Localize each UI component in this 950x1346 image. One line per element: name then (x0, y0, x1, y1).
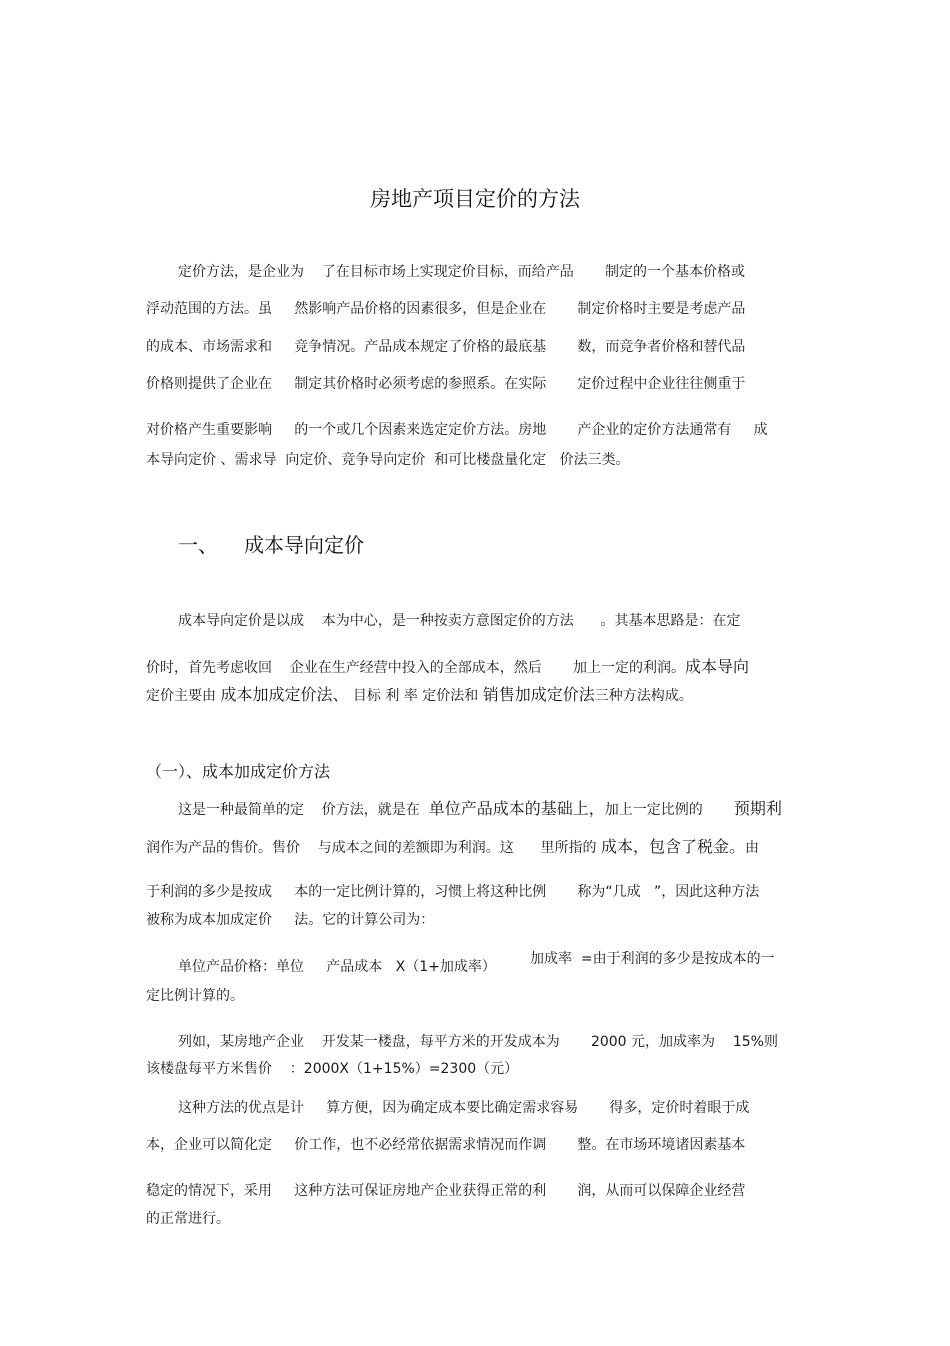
sub-line-2 (146, 838, 759, 857)
sub-line-1-b: 单位产品成本的基础上， (428, 799, 605, 818)
intro-line-1: 定价方法，是企业为 了在目标市场上实现定价目标，而给产品 制定的一个基本价格或 (178, 264, 745, 280)
section1-line-2-text: 价时，首先考虑收回 企业在生产经营中投入的全部成本，然后 加上一定的利润。 (146, 660, 685, 676)
section1-emph-2: 成本加成定价法、 (220, 685, 349, 704)
advantage-line-1: 这种方法的优点是计 算方便，因为确定成本要比确定需求容易 得多，定价时着眼于成 (178, 1100, 750, 1116)
section-heading (178, 532, 364, 558)
section1-line-2 (146, 658, 749, 677)
section1-emph-3: 销售加成定价法 (482, 685, 595, 704)
sub-line-1-d: 预期利 (733, 799, 782, 818)
section1-emph-1: 成本导向 (684, 657, 749, 676)
sub-line-4: 被称为成本加成定价 法。它的计算公司为： (146, 912, 435, 928)
formula-left: 单位产品价格：单位 产品成本 X（1+加成率） (178, 959, 496, 975)
sub-line-2-b: 成本，包含了税金。 (600, 837, 745, 856)
sub-line-1 (178, 800, 782, 819)
intro-line-2: 浮动范围的方法。虽 然影响产品价格的因素很多，但是企业在 制定价格时主要是考虑产品 (146, 301, 746, 317)
section-title: 成本导向定价 (244, 533, 364, 557)
intro-line-6: 本导向定价 、需求导 向定价、竞争导向定价 和可比楼盘量化定 价法三类。 (146, 452, 630, 468)
example-line-1: 列如，某房地产企业 开发某一楼盘，每平方米的开发成本为 2000 元，加成率为 15%则 (178, 1034, 778, 1050)
sub-line-1-a: 这是一种最简单的定 价方法，就是在 (178, 802, 429, 818)
section1-tail: 三种方法构成。 (594, 688, 693, 704)
section1-line-3 (146, 686, 693, 705)
page-title: 房地产项目定价的方法 (370, 187, 580, 211)
sub-line-1-c: 加上一定比例的 (604, 802, 734, 818)
section1-small-1: 目标 利 率 定价法和 (348, 688, 483, 704)
advantage-line-4: 的正常进行。 (146, 1211, 230, 1227)
intro-line-5: 对价格产生重要影响 的一个或几个因素来选定定价方法。房地 产企业的定价方法通常有 成 (146, 422, 768, 438)
formula-right: 加成率 =由于利润的多少是按成本的一 (530, 951, 775, 967)
sub-line-2-a: 润作为产品的售价。售价 与成本之间的差额即为利润。这 里所指的 (146, 840, 601, 856)
sub-line-3: 于利润的多少是按成 本的一定比例计算的，习惯上将这种比例 称为“几成 ”，因此这种方法 (146, 884, 760, 900)
advantage-line-3: 稳定的情况下，采用 这种方法可保证房地产企业获得正常的利 润，从而可以保障企业经营 (146, 1183, 746, 1199)
subsection-heading: （一）、成本加成定价方法 (146, 762, 331, 781)
intro-line-3: 的成本、市场需求和 竞争情况。产品成本规定了价格的最底基 数，而竞争者价格和替代品 (146, 339, 746, 355)
example-line-2: 该楼盘每平方米售价 ：2000X（1+15%）=2300（元） (146, 1061, 519, 1077)
section1-line-3-text: 定价主要由 (146, 688, 221, 704)
formula-continuation: 定比例计算的。 (146, 988, 244, 1004)
section-number: 一、 (178, 533, 218, 557)
section1-line-1: 成本导向定价是以成 本为中心，是一种按卖方意图定价的方法 。其基本思路是：在定 (178, 613, 741, 629)
intro-line-4: 价格则提供了企业在 制定其价格时必须考虑的参照系。在实际 定价过程中企业往往侧重于 (146, 376, 746, 392)
advantage-line-2: 本，企业可以简化定 价工作，也不必经常依据需求情况而作调 整。在市场环境诸因素基本 (146, 1137, 746, 1153)
sub-line-2-c: 由 (744, 840, 759, 856)
